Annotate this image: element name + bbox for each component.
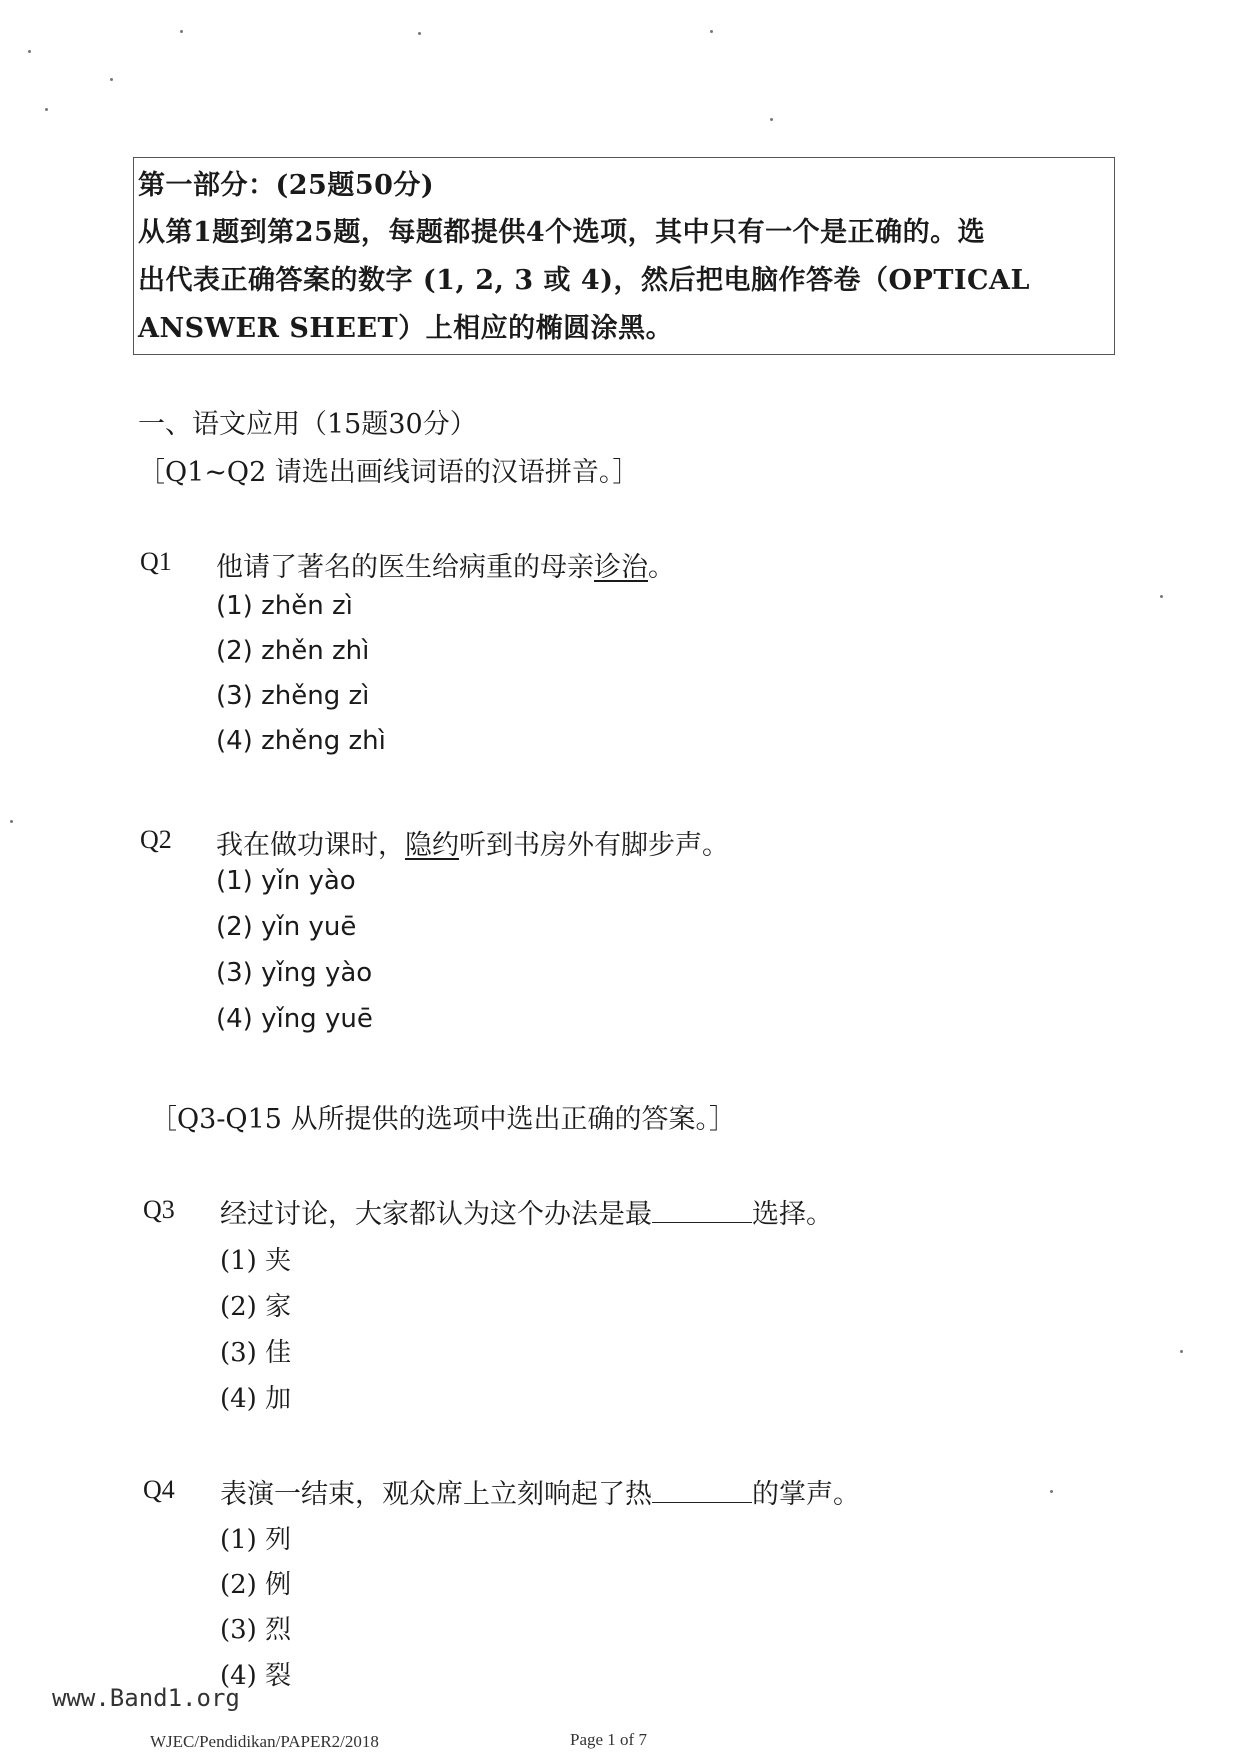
option-3: (3) 佳 <box>220 1338 292 1368</box>
question-number: Q4 <box>143 1475 175 1504</box>
option-3: (3) zhěng zì <box>216 681 370 711</box>
answer-blank <box>652 1200 752 1223</box>
section-subinstruction: ［Q3-Q15 从所提供的选项中选出正确的答案。］ <box>150 1104 737 1135</box>
option-2: (2) 例 <box>220 1570 292 1600</box>
question-stem <box>216 545 675 584</box>
question-stem <box>216 823 729 862</box>
stem-text: 听到书房外有脚步声。 <box>459 830 729 861</box>
scan-speck <box>45 108 48 111</box>
scan-speck <box>770 118 773 121</box>
option-1: (1) zhěn zì <box>216 591 353 621</box>
option-1: (1) 夹 <box>220 1246 292 1276</box>
instruction-line: 出代表正确答案的数字 (1, 2, 3 或 4)，然后把电脑作答卷（OPTICAL <box>138 265 1030 296</box>
question-number: Q2 <box>140 825 172 854</box>
stem-text: 表演一结束，观众席上立刻响起了热 <box>220 1479 652 1510</box>
stem-text: 。 <box>648 552 675 583</box>
watermark: www.Band1.org <box>52 1684 240 1712</box>
question-number: Q3 <box>143 1195 175 1224</box>
stem-text: 选择。 <box>752 1199 833 1230</box>
scan-speck <box>180 30 183 33</box>
underlined-word: 诊治 <box>594 552 648 583</box>
stem-text: 我在做功课时， <box>216 830 405 861</box>
option-2: (2) 家 <box>220 1292 292 1322</box>
scan-speck <box>710 30 713 33</box>
scan-speck <box>28 50 31 53</box>
scan-speck <box>10 820 13 823</box>
option-4: (4) yǐng yuē <box>216 1004 373 1034</box>
part-title: 第一部分：(25题50分) <box>138 170 435 201</box>
stem-text: 经过讨论，大家都认为这个办法是最 <box>220 1199 652 1230</box>
scan-speck <box>110 78 113 81</box>
question-stem <box>220 1472 860 1511</box>
instruction-line: ANSWER SHEET）上相应的椭圆涂黑。 <box>138 313 674 344</box>
answer-blank <box>652 1480 752 1503</box>
option-1: (1) 列 <box>220 1525 292 1555</box>
option-4: (4) 加 <box>220 1384 292 1414</box>
scan-speck <box>1050 1490 1053 1493</box>
instruction-line: 从第1题到第25题，每题都提供4个选项，其中只有一个是正确的。选 <box>138 217 986 248</box>
option-2: (2) zhěn zhì <box>216 636 370 666</box>
option-1: (1) yǐn yào <box>216 866 356 896</box>
stem-text: 的掌声。 <box>752 1479 860 1510</box>
question-stem <box>220 1192 833 1231</box>
scan-speck <box>1160 595 1163 598</box>
footer-code: WJEC/Pendidikan/PAPER2/2018 <box>150 1732 379 1751</box>
option-4: (4) zhěng zhì <box>216 726 386 756</box>
section-subinstruction: ［Q1~Q2 请选出画线词语的汉语拼音。］ <box>138 457 640 488</box>
scan-speck <box>1180 1350 1183 1353</box>
underlined-word: 隐约 <box>405 830 459 861</box>
scan-speck <box>418 32 421 35</box>
option-3: (3) 烈 <box>220 1615 292 1645</box>
option-4: (4) 裂 <box>220 1661 292 1691</box>
question-number: Q1 <box>140 547 172 576</box>
option-2: (2) yǐn yuē <box>216 912 357 942</box>
page-number: Page 1 of 7 <box>570 1730 647 1749</box>
stem-text: 他请了著名的医生给病重的母亲 <box>216 552 594 583</box>
section-heading: 一、语文应用（15题30分） <box>138 409 477 440</box>
option-3: (3) yǐng yào <box>216 958 373 988</box>
